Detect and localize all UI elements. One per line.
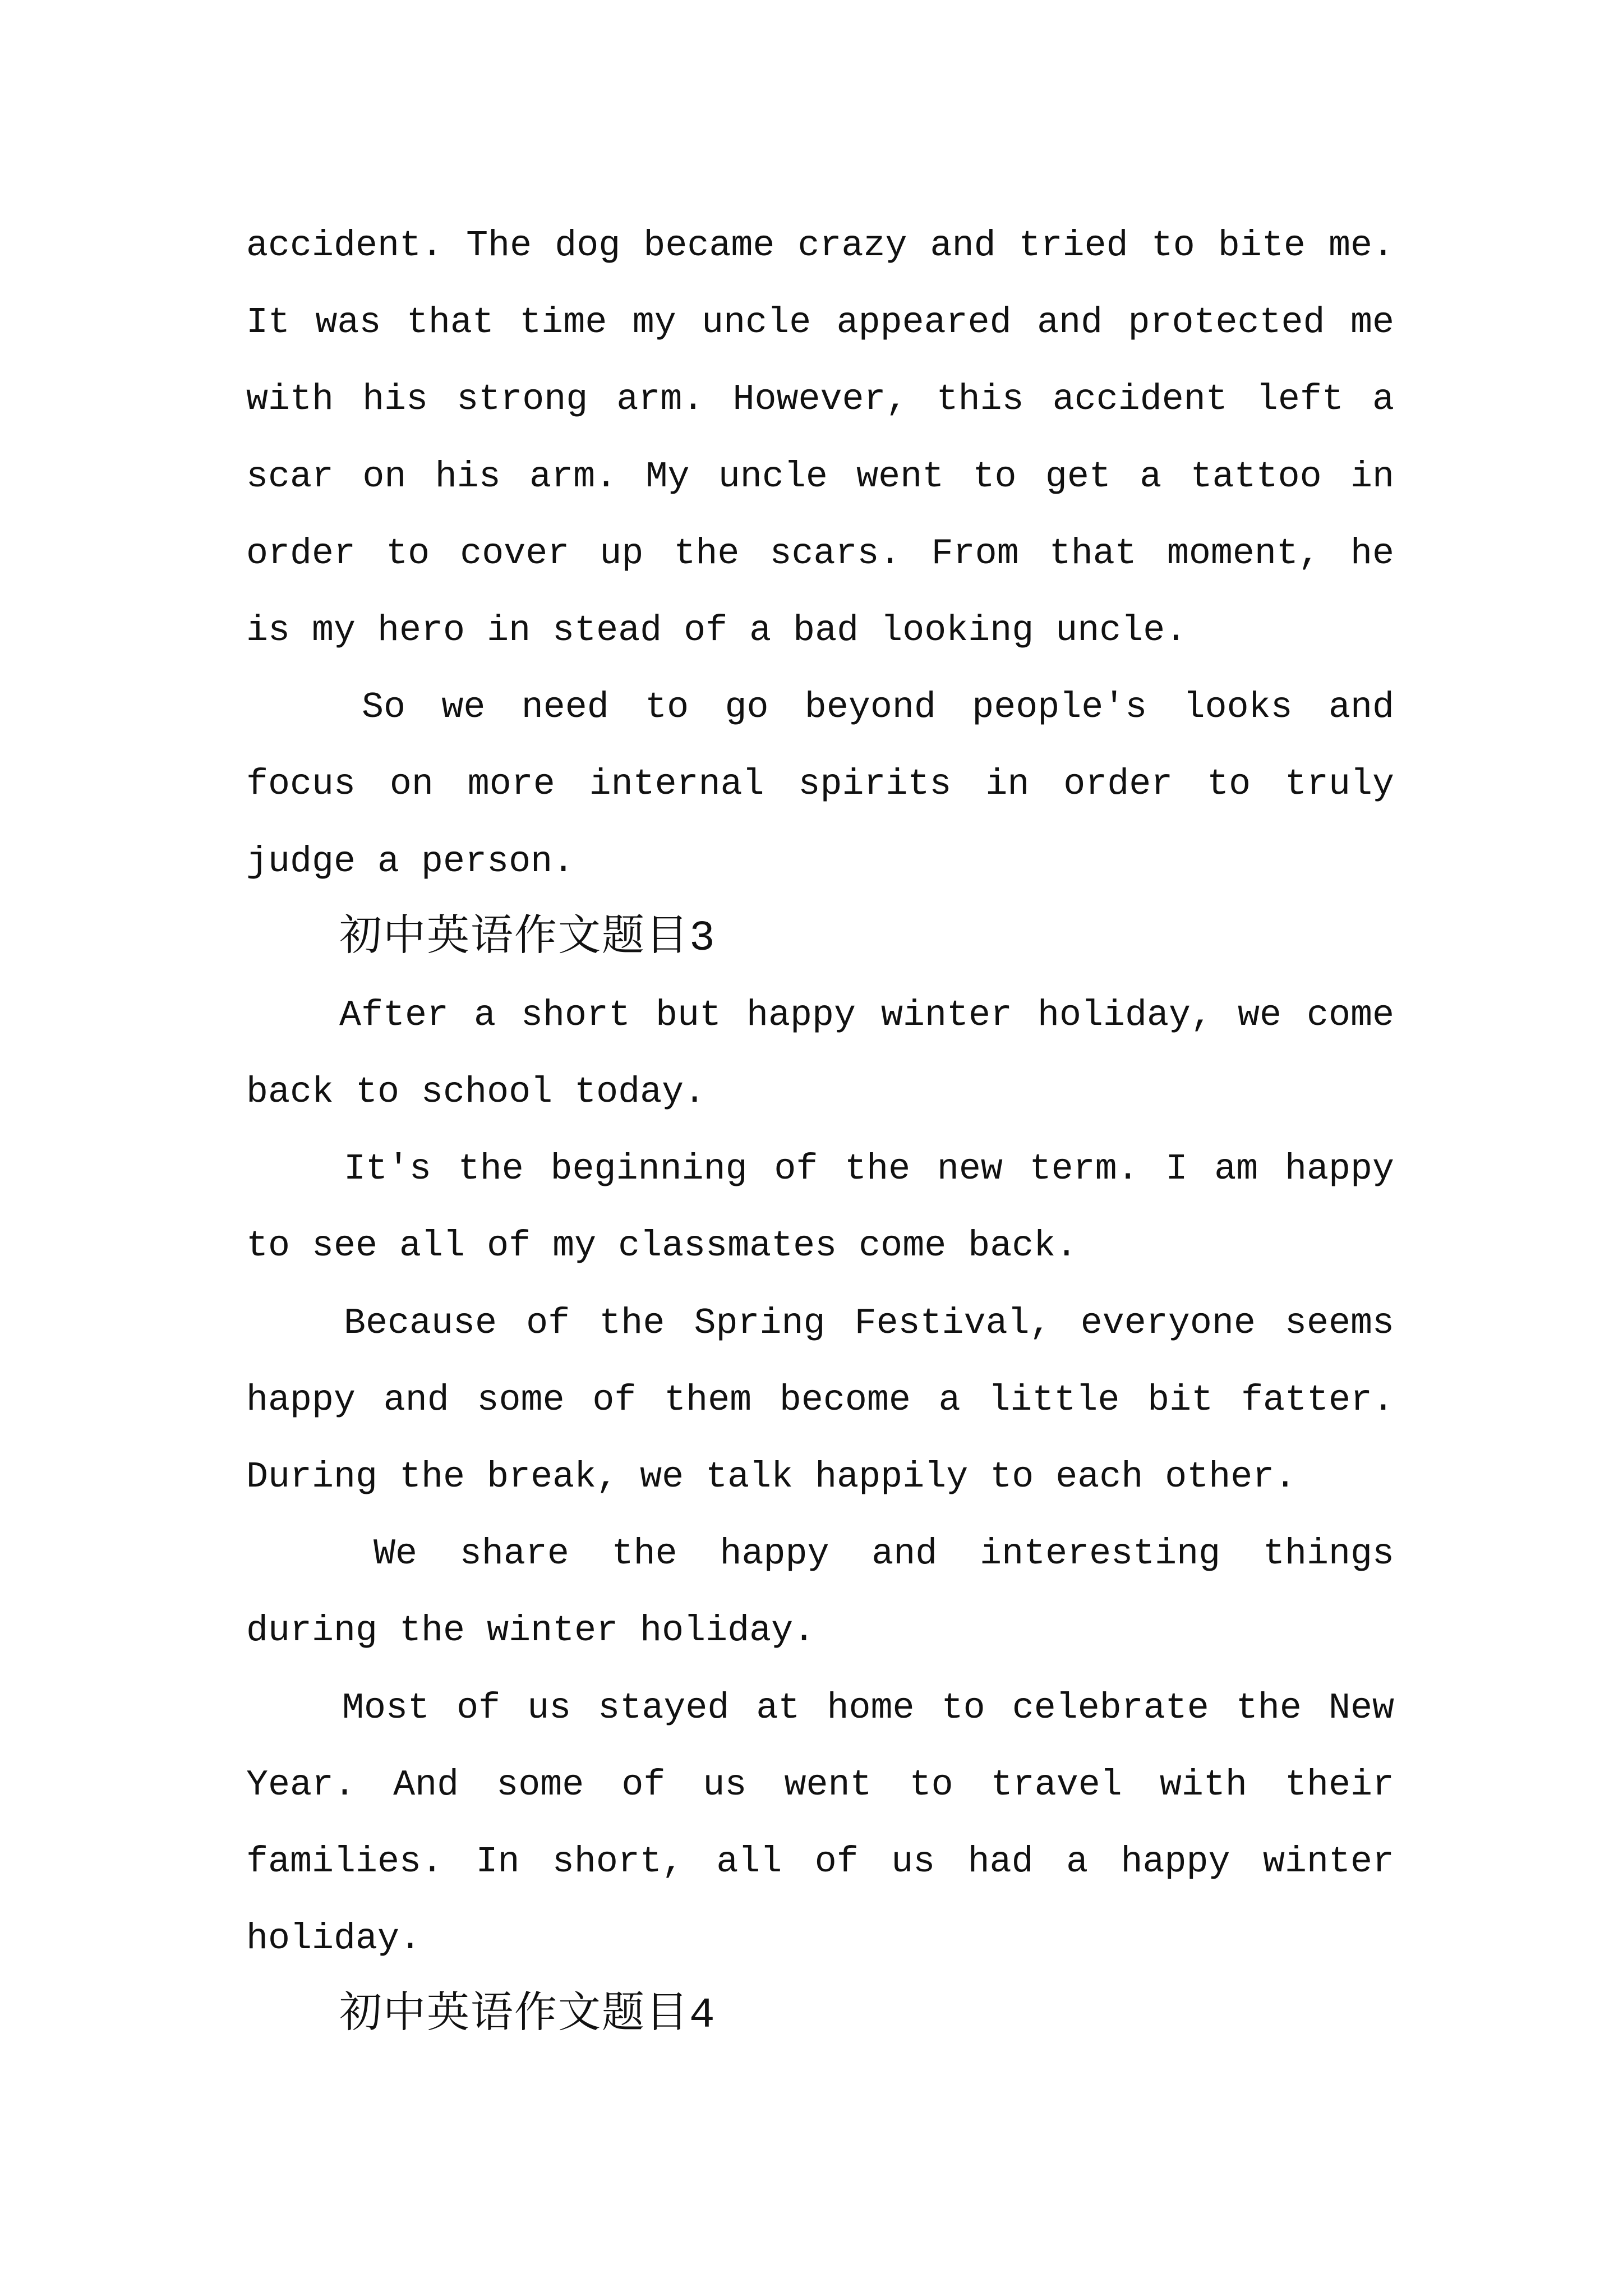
- paragraph-spring-festival: [246, 1285, 1394, 1516]
- text-line: During the break, we talk happily to each other.: [246, 1456, 1297, 1498]
- text-line: Because of the Spring Festival, everyone seems: [344, 1302, 1394, 1344]
- text-line: We share the happy and interesting things: [374, 1533, 1394, 1575]
- text-line: judge a person.: [246, 840, 575, 882]
- text-line: focus on more internal spirits in order to truly: [246, 763, 1394, 806]
- paragraph-conclusion: [246, 669, 1394, 900]
- text-line: It was that time my uncle appeared and protected me: [246, 302, 1394, 344]
- text-line: order to cover up the scars. From that moment, he: [246, 532, 1394, 574]
- paragraph-share: [246, 1516, 1394, 1669]
- paragraph-uncle-story: [246, 208, 1394, 669]
- text-line: families. In short, all of us had a happy winter: [246, 1841, 1394, 1883]
- text-line: happy and some of them become a little bit fatter.: [246, 1379, 1394, 1421]
- text-line: Year. And some of us went to travel with their: [246, 1764, 1394, 1806]
- text-line: during the winter holiday.: [246, 1610, 815, 1652]
- text-line: After a short but happy winter holiday, we come: [339, 994, 1394, 1036]
- paragraph-new-year: [246, 1670, 1394, 1978]
- text-line: scar on his arm. My uncle went to get a tattoo in: [246, 455, 1394, 498]
- paragraph-intro: [246, 977, 1394, 1131]
- text-line: It's the beginning of the new term. I am happy: [344, 1148, 1394, 1190]
- text-line: back to school today.: [246, 1071, 706, 1114]
- text-line: with his strong arm. However, this accident left a: [246, 379, 1394, 421]
- section-heading: 初中英语作文题目3: [339, 914, 716, 963]
- text-line: Most of us stayed at home to celebrate the New: [342, 1687, 1394, 1729]
- section-heading: 初中英语作文题目4: [339, 1991, 716, 2040]
- text-line: is my hero in stead of a bad looking uncle.: [246, 609, 1187, 651]
- document-page: [246, 208, 1394, 2055]
- text-line: So we need to go beyond people's looks and: [362, 687, 1394, 729]
- text-line: to see all of my classmates come back.: [246, 1225, 1078, 1267]
- paragraph-new-term: [246, 1131, 1394, 1285]
- text-line: holiday.: [246, 1918, 422, 1960]
- text-line: accident. The dog became crazy and tried to bite me.: [246, 225, 1394, 266]
